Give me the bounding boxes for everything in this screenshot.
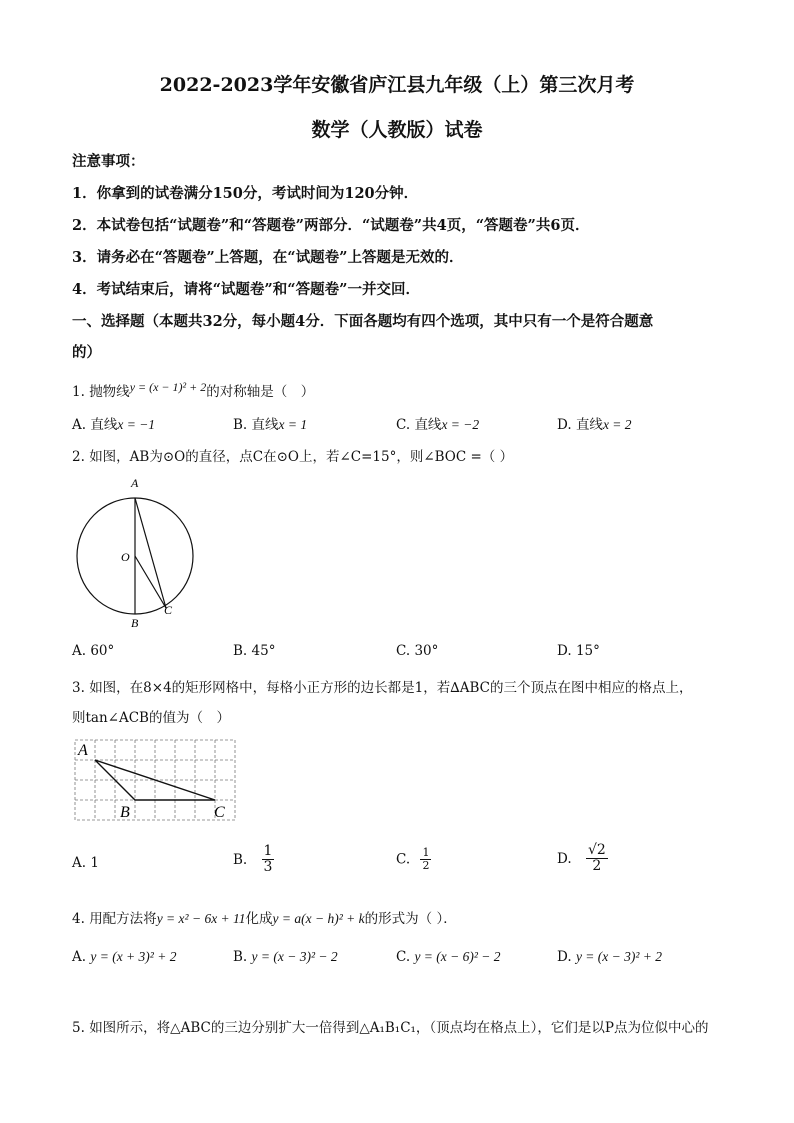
note-item-1: 1．你拿到的试卷满分150分，考试时间为120分钟． <box>72 185 419 202</box>
q3-option-c-den: 2 <box>422 859 430 873</box>
q1-option-c-text: 直线 <box>414 417 442 433</box>
q3-option-b-num: 1 <box>263 843 273 859</box>
q2-option-c-text: 30° <box>414 643 439 659</box>
question-1-text-before: 抛物线 <box>89 384 130 400</box>
notes-heading: 注意事项： <box>72 153 145 170</box>
q3-option-c[interactable] <box>396 847 431 872</box>
q1-option-d-letter: D. <box>557 417 572 433</box>
question-3-line2: 则tan∠ACB的值为（ ） <box>72 710 230 726</box>
q2-label-c: C <box>164 603 173 617</box>
q2-label-b: B <box>131 616 139 630</box>
q2-label-a: A <box>131 476 139 490</box>
q2-chord-ac <box>135 498 166 608</box>
q4-option-a[interactable] <box>72 949 176 965</box>
q1-option-c-formula: x = −2 <box>441 417 480 432</box>
question-1 <box>72 380 314 400</box>
q3-option-d-fraction <box>586 843 608 875</box>
exam-title-line1: 2022-2023学年安徽省庐江县九年级（上）第三次月考 <box>159 74 635 96</box>
q1-option-b-text: 直线 <box>251 417 279 433</box>
q4-option-d-formula: y = (x − 3)² + 2 <box>575 949 663 964</box>
q1-option-c[interactable] <box>396 413 479 433</box>
q1-option-a-letter: A. <box>72 417 87 433</box>
q2-circle-figure <box>70 474 210 634</box>
q3-option-b-letter: B. <box>233 851 248 868</box>
q4-option-d[interactable] <box>557 949 662 965</box>
question-5 <box>72 1016 709 1036</box>
question-5-text: 如图所示，将△ABC的三边分别扩大一倍得到△A₁B₁C₁，（顶点均在格点上），它们是以P点为位似中心的 <box>89 1020 709 1036</box>
question-4-text-mid: 化成 <box>245 911 273 927</box>
q2-option-d-letter: D. <box>557 643 572 659</box>
q3-option-a-text: 1 <box>90 855 99 871</box>
section1-heading-line1: 一、选择题（本题共32分，每小题4分．下面各题均有四个选项，其中只有一个是符合题意 <box>72 313 654 330</box>
question-2-text: 如图，AB为⊙O的直径，点C在⊙O上，若∠C=15°，则∠BOC =（ ） <box>89 449 514 465</box>
q4-option-d-letter: D. <box>557 949 572 965</box>
q2-option-d-text: 15° <box>575 643 600 659</box>
exam-title-line2: 数学（人教版）试卷 <box>311 119 483 141</box>
note-item-2: 2．本试卷包括“试题卷”和“答题卷”两部分．“试题卷”共4页，“答题卷”共6页． <box>72 217 590 234</box>
q1-option-c-letter: C. <box>396 417 411 433</box>
q3-option-a[interactable] <box>72 855 99 871</box>
q1-option-b-formula: x = 1 <box>278 417 308 432</box>
q4-option-b-letter: B. <box>233 949 248 965</box>
q4-option-a-letter: A. <box>72 949 87 965</box>
q1-option-d-text: 直线 <box>575 417 603 433</box>
q4-option-b-formula: y = (x − 3)² − 2 <box>251 949 338 964</box>
q2-option-a-text: 60° <box>90 643 115 659</box>
question-3-text-line1: 如图，在8×4的矩形网格中，每格小正方形的边长都是1，若∆ABC的三个顶点在图中相应的格点上， <box>89 680 693 696</box>
q4-option-a-formula: y = (x + 3)² + 2 <box>90 949 177 964</box>
q1-option-b[interactable] <box>233 413 307 433</box>
question-3-number: 3. <box>72 680 85 696</box>
q4-option-c[interactable] <box>396 949 501 965</box>
q2-label-o: O <box>121 550 130 564</box>
q3-option-c-num: 1 <box>422 846 430 859</box>
q3-option-b-den: 3 <box>263 859 273 876</box>
q3-option-d-letter: D. <box>557 850 572 867</box>
q1-option-b-letter: B. <box>233 417 248 433</box>
q2-radius-oc <box>135 556 166 608</box>
q3-option-d-num: √2 <box>587 842 606 858</box>
q1-option-a-formula: x = −1 <box>117 417 156 432</box>
q1-option-a[interactable] <box>72 413 155 433</box>
q2-option-b[interactable] <box>233 643 275 659</box>
q4-option-b[interactable] <box>233 949 338 965</box>
q2-option-a-letter: A. <box>72 643 87 659</box>
q3-option-d[interactable] <box>557 843 608 875</box>
q4-option-c-letter: C. <box>396 949 411 965</box>
q3-option-b-fraction <box>262 844 275 876</box>
question-4-text-before: 用配方法将 <box>89 911 157 927</box>
q3-option-c-fraction <box>420 847 431 872</box>
q3-option-c-letter: C. <box>396 851 411 868</box>
q3-option-a-letter: A. <box>72 855 87 871</box>
q2-option-b-letter: B. <box>233 643 248 659</box>
question-4 <box>72 907 457 927</box>
q2-option-a[interactable] <box>72 643 114 659</box>
question-4-text-after: 的形式为（ ）． <box>364 911 457 927</box>
q2-option-d[interactable] <box>557 643 600 659</box>
note-item-4: 4．考试结束后，请将“试题卷”和“答题卷”一并交回． <box>72 281 420 298</box>
question-5-number: 5. <box>72 1020 85 1036</box>
q2-option-c-letter: C. <box>396 643 411 659</box>
q3-label-b: B <box>120 804 130 821</box>
q1-option-d-formula: x = 2 <box>602 417 632 432</box>
section1-heading-line2: 的） <box>72 344 101 361</box>
question-4-formula2: y = a(x − h)² + k <box>272 911 365 926</box>
q3-label-a: A <box>78 742 88 759</box>
q4-option-c-formula: y = (x − 6)² − 2 <box>414 949 501 964</box>
question-4-formula1: y = x² − 6x + 11 <box>156 911 246 926</box>
question-1-number: 1. <box>72 384 85 400</box>
question-1-text-after: 的对称轴是（ ） <box>206 384 315 400</box>
question-1-formula: y = (x − 1)² + 2 <box>129 380 207 394</box>
q1-option-a-text: 直线 <box>90 417 118 433</box>
q2-option-b-text: 45° <box>251 643 276 659</box>
q3-option-d-den: 2 <box>592 858 602 875</box>
question-2-number: 2. <box>72 449 85 465</box>
q3-option-b[interactable] <box>233 844 274 876</box>
question-4-number: 4. <box>72 911 85 927</box>
q2-option-c[interactable] <box>396 643 438 659</box>
q3-label-c: C <box>214 804 225 821</box>
note-item-3: 3．请务必在“答题卷”上答题，在“试题卷”上答题是无效的． <box>72 249 464 266</box>
q1-option-d[interactable] <box>557 413 632 433</box>
q3-grid-figure <box>72 737 238 825</box>
question-3-line1 <box>72 676 692 696</box>
question-2 <box>72 445 513 465</box>
